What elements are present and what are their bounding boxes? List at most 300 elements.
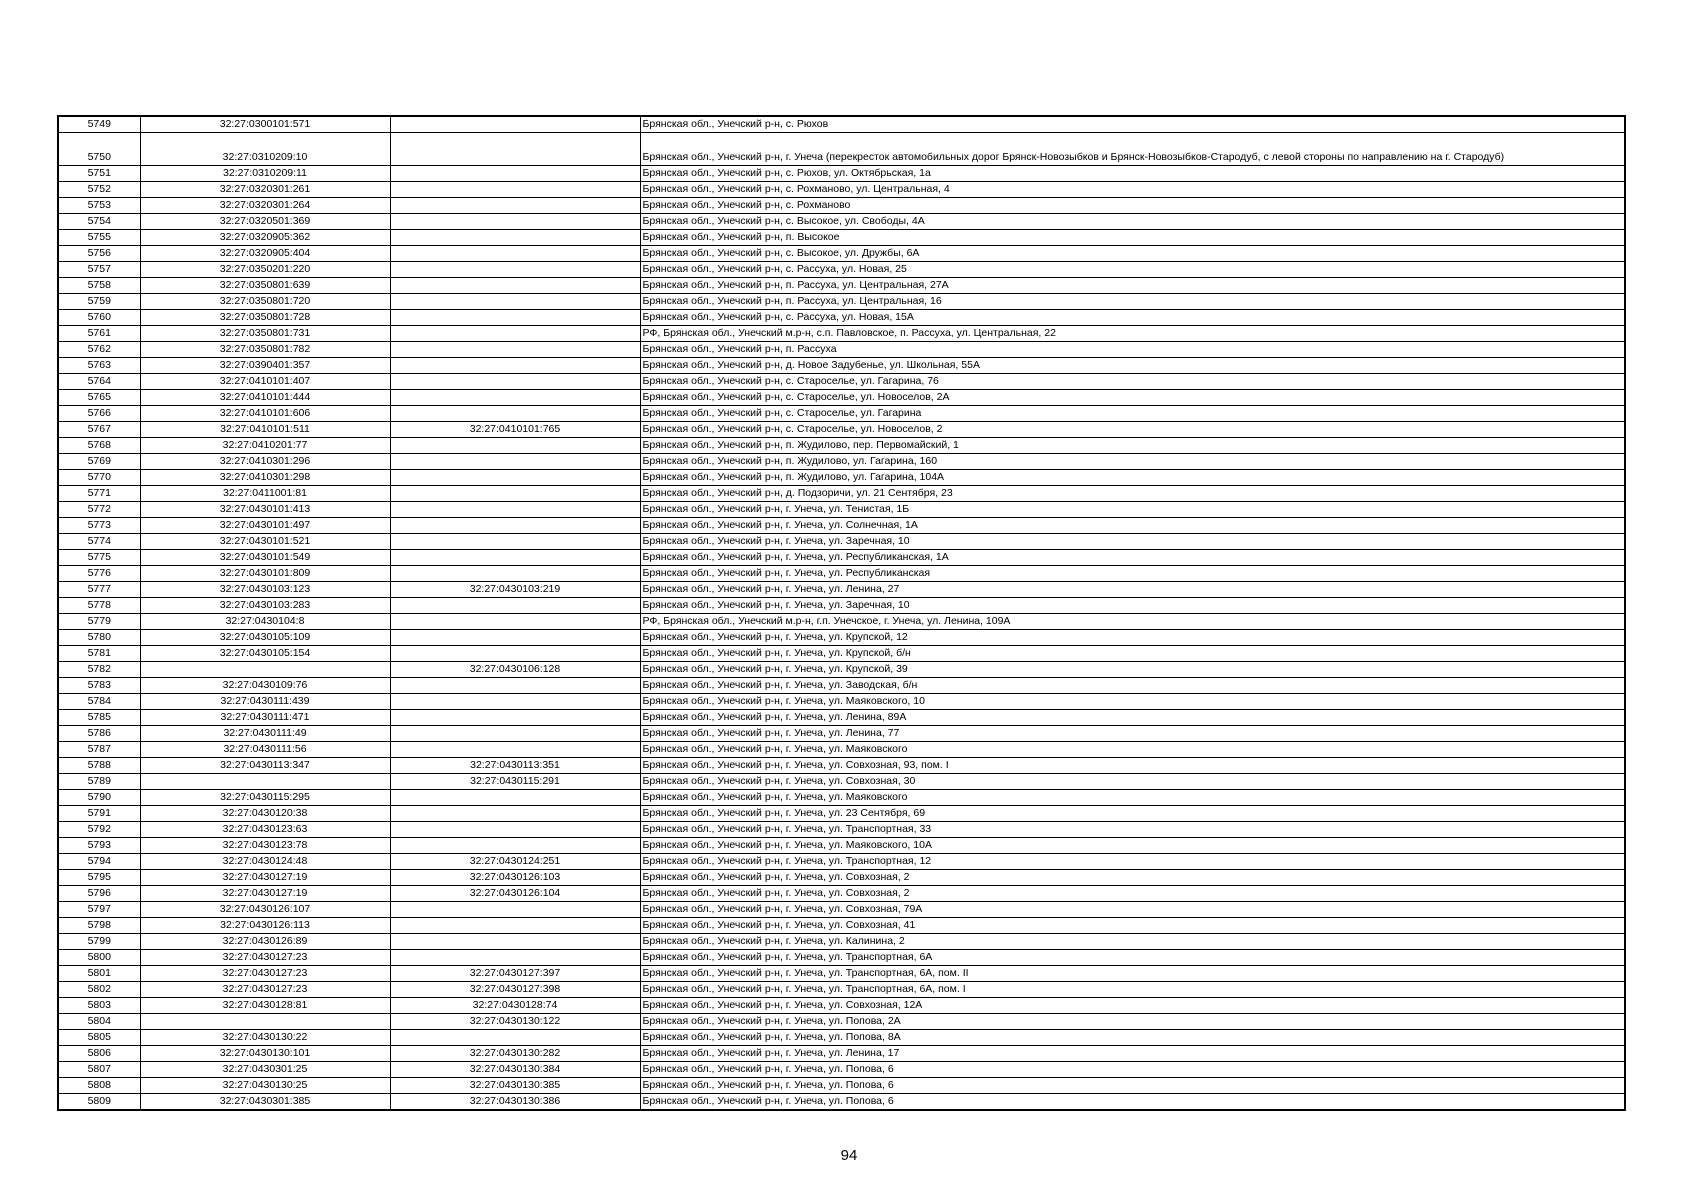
- related-cadastral-number-cell: [390, 822, 640, 838]
- table-row: [58, 1030, 1625, 1046]
- address-cell: Брянская обл., Унечский р-н, с. Староселье, ул. Гагарина: [640, 406, 1625, 422]
- cadastral-number-cell: 32:27:0430124:48: [140, 854, 390, 870]
- cadastral-number-cell: 32:27:0430126:89: [140, 934, 390, 950]
- cadastral-number-cell: 32:27:0430104:8: [140, 614, 390, 630]
- row-number-cell: 5764: [58, 374, 140, 390]
- table-row: [58, 358, 1625, 374]
- row-number-cell: 5803: [58, 998, 140, 1014]
- row-number-cell: 5804: [58, 1014, 140, 1030]
- cadastral-number-cell: 32:27:0410301:298: [140, 470, 390, 486]
- row-number-cell: 5780: [58, 630, 140, 646]
- cadastral-number-cell: 32:27:0430109:76: [140, 678, 390, 694]
- related-cadastral-number-cell: [390, 182, 640, 198]
- table-row: [58, 582, 1625, 598]
- table-row: [58, 742, 1625, 758]
- page-number: 94: [840, 1147, 858, 1164]
- related-cadastral-number-cell: [390, 406, 640, 422]
- row-number-cell: 5773: [58, 518, 140, 534]
- related-cadastral-number-cell: [390, 694, 640, 710]
- cadastral-number-cell: 32:27:0350801:782: [140, 342, 390, 358]
- address-cell: Брянская обл., Унечский р-н, г. Унеча, ул. Ленина, 27: [640, 582, 1625, 598]
- cadastral-number-cell: 32:27:0320301:264: [140, 198, 390, 214]
- address-cell: Брянская обл., Унечский р-н, г. Унеча, ул. Крупской, б/н: [640, 646, 1625, 662]
- table-row: [58, 726, 1625, 742]
- related-cadastral-number-cell: 32:27:0430126:104: [390, 886, 640, 902]
- related-cadastral-number-cell: 32:27:0430103:219: [390, 582, 640, 598]
- address-cell: Брянская обл., Унечский р-н, г. Унеча, ул. Ленина, 89А: [640, 710, 1625, 726]
- row-number-cell: 5759: [58, 294, 140, 310]
- address-cell: Брянская обл., Унечский р-н, г. Унеча, ул. Совхозная, 2: [640, 870, 1625, 886]
- row-number-cell: 5806: [58, 1046, 140, 1062]
- table-row: [58, 870, 1625, 886]
- related-cadastral-number-cell: 32:27:0430130:385: [390, 1078, 640, 1094]
- cadastral-number-cell: 32:27:0430127:23: [140, 950, 390, 966]
- row-number-cell: 5785: [58, 710, 140, 726]
- cadastral-number-cell: [140, 1014, 390, 1030]
- cadastral-number-cell: 32:27:0430130:22: [140, 1030, 390, 1046]
- cadastral-number-cell: 32:27:0430101:809: [140, 566, 390, 582]
- table-row: [58, 1078, 1625, 1094]
- related-cadastral-number-cell: 32:27:0430113:351: [390, 758, 640, 774]
- cadastral-number-cell: 32:27:0350801:639: [140, 278, 390, 294]
- cadastral-number-cell: [140, 662, 390, 678]
- cadastral-number-cell: 32:27:0430111:471: [140, 710, 390, 726]
- related-cadastral-number-cell: [390, 646, 640, 662]
- row-number-cell: 5752: [58, 182, 140, 198]
- cadastral-number-cell: 32:27:0350801:728: [140, 310, 390, 326]
- row-number-cell: 5800: [58, 950, 140, 966]
- cadastral-number-cell: 32:27:0430301:385: [140, 1094, 390, 1111]
- row-number-cell: 5750: [58, 133, 140, 166]
- cadastral-number-cell: 32:27:0430301:25: [140, 1062, 390, 1078]
- row-number-cell: 5787: [58, 742, 140, 758]
- row-number-cell: 5769: [58, 454, 140, 470]
- table-row: [58, 278, 1625, 294]
- row-number-cell: 5802: [58, 982, 140, 998]
- table-row: [58, 838, 1625, 854]
- cadastral-number-cell: 32:27:0430123:78: [140, 838, 390, 854]
- cadastral-number-cell: 32:27:0430115:295: [140, 790, 390, 806]
- table-row: [58, 230, 1625, 246]
- address-cell: Брянская обл., Унечский р-н, г. Унеча, ул. Республиканская: [640, 566, 1625, 582]
- address-cell: Брянская обл., Унечский р-н, г. Унеча, ул. Маяковского, 10А: [640, 838, 1625, 854]
- related-cadastral-number-cell: [390, 502, 640, 518]
- cadastral-number-cell: 32:27:0410201:77: [140, 438, 390, 454]
- table-row: [58, 598, 1625, 614]
- table-row: [58, 646, 1625, 662]
- table-row: [58, 133, 1625, 166]
- cadastral-number-cell: 32:27:0310209:11: [140, 166, 390, 182]
- related-cadastral-number-cell: [390, 310, 640, 326]
- cadastral-number-cell: 32:27:0430126:113: [140, 918, 390, 934]
- row-number-cell: 5767: [58, 422, 140, 438]
- related-cadastral-number-cell: [390, 246, 640, 262]
- address-cell: Брянская обл., Унечский р-н, г. Унеча, ул. Ленина, 77: [640, 726, 1625, 742]
- related-cadastral-number-cell: 32:27:0430126:103: [390, 870, 640, 886]
- table-row: [58, 774, 1625, 790]
- row-number-cell: 5797: [58, 902, 140, 918]
- related-cadastral-number-cell: [390, 678, 640, 694]
- related-cadastral-number-cell: [390, 116, 640, 133]
- address-cell: Брянская обл., Унечский р-н, г. Унеча, ул. Солнечная, 1А: [640, 518, 1625, 534]
- table-row: [58, 406, 1625, 422]
- table-row: [58, 822, 1625, 838]
- address-cell: Брянская обл., Унечский р-н, г. Унеча, ул. Калинина, 2: [640, 934, 1625, 950]
- related-cadastral-number-cell: [390, 566, 640, 582]
- cadastral-number-cell: 32:27:0350801:731: [140, 326, 390, 342]
- row-number-cell: 5760: [58, 310, 140, 326]
- cadastral-number-cell: 32:27:0430101:521: [140, 534, 390, 550]
- table-row: [58, 246, 1625, 262]
- row-number-cell: 5790: [58, 790, 140, 806]
- table-row: [58, 1046, 1625, 1062]
- cadastral-number-cell: [140, 774, 390, 790]
- table-row: [58, 902, 1625, 918]
- related-cadastral-number-cell: [390, 390, 640, 406]
- cadastral-number-cell: 32:27:0411001:81: [140, 486, 390, 502]
- related-cadastral-number-cell: [390, 598, 640, 614]
- cadastral-number-cell: 32:27:0320905:404: [140, 246, 390, 262]
- related-cadastral-number-cell: [390, 342, 640, 358]
- table-row: [58, 486, 1625, 502]
- related-cadastral-number-cell: [390, 918, 640, 934]
- row-number-cell: 5753: [58, 198, 140, 214]
- cadastral-number-cell: 32:27:0350801:720: [140, 294, 390, 310]
- table-row: [58, 454, 1625, 470]
- table-row: [58, 1094, 1625, 1111]
- cadastral-number-cell: 32:27:0430105:154: [140, 646, 390, 662]
- address-cell: Брянская обл., Унечский р-н, г. Унеча, ул. Заводская, б/н: [640, 678, 1625, 694]
- table-row: [58, 342, 1625, 358]
- table-row: [58, 374, 1625, 390]
- table-row: [58, 470, 1625, 486]
- row-number-cell: 5749: [58, 116, 140, 133]
- row-number-cell: 5791: [58, 806, 140, 822]
- related-cadastral-number-cell: 32:27:0430127:398: [390, 982, 640, 998]
- table-row: [58, 294, 1625, 310]
- cadastral-number-cell: 32:27:0430127:19: [140, 886, 390, 902]
- cadastral-number-cell: 32:27:0430101:413: [140, 502, 390, 518]
- address-cell: Брянская обл., Унечский р-н, с. Рюхов, ул. Октябрьская, 1а: [640, 166, 1625, 182]
- address-cell: Брянская обл., Унечский р-н, с. Высокое, ул. Свободы, 4А: [640, 214, 1625, 230]
- row-number-cell: 5765: [58, 390, 140, 406]
- table-row: [58, 630, 1625, 646]
- address-cell: Брянская обл., Унечский р-н, г. Унеча, ул. Транспортная, 33: [640, 822, 1625, 838]
- address-cell: Брянская обл., Унечский р-н, г. Унеча, ул. Заречная, 10: [640, 534, 1625, 550]
- related-cadastral-number-cell: [390, 838, 640, 854]
- row-number-cell: 5770: [58, 470, 140, 486]
- related-cadastral-number-cell: [390, 438, 640, 454]
- cadastral-number-cell: 32:27:0430111:49: [140, 726, 390, 742]
- address-cell: Брянская обл., Унечский р-н, с. Рохманово, ул. Центральная, 4: [640, 182, 1625, 198]
- table-row: [58, 550, 1625, 566]
- related-cadastral-number-cell: [390, 454, 640, 470]
- row-number-cell: 5755: [58, 230, 140, 246]
- table-row: [58, 502, 1625, 518]
- address-cell: Брянская обл., Унечский р-н, п. Жудилово, ул. Гагарина, 160: [640, 454, 1625, 470]
- related-cadastral-number-cell: [390, 262, 640, 278]
- address-cell: Брянская обл., Унечский р-н, г. Унеча, ул. Крупской, 12: [640, 630, 1625, 646]
- row-number-cell: 5805: [58, 1030, 140, 1046]
- address-cell: Брянская обл., Унечский р-н, г. Унеча, ул. Крупской, 39: [640, 662, 1625, 678]
- cadastral-number-cell: 32:27:0430111:439: [140, 694, 390, 710]
- table-row: [58, 998, 1625, 1014]
- address-cell: Брянская обл., Унечский р-н, г. Унеча, ул. Транспортная, 6А: [640, 950, 1625, 966]
- related-cadastral-number-cell: [390, 326, 640, 342]
- row-number-cell: 5794: [58, 854, 140, 870]
- row-number-cell: 5784: [58, 694, 140, 710]
- row-number-cell: 5809: [58, 1094, 140, 1111]
- table-row: [58, 310, 1625, 326]
- address-cell: Брянская обл., Унечский р-н, г. Унеча, ул. Совхозная, 41: [640, 918, 1625, 934]
- address-cell: Брянская обл., Унечский р-н, г. Унеча, ул. Совхозная, 79А: [640, 902, 1625, 918]
- row-number-cell: 5799: [58, 934, 140, 950]
- cadastral-number-cell: 32:27:0430127:19: [140, 870, 390, 886]
- cadastral-number-cell: 32:27:0320301:261: [140, 182, 390, 198]
- related-cadastral-number-cell: [390, 934, 640, 950]
- address-cell: Брянская обл., Унечский р-н, г. Унеча, ул. Транспортная, 12: [640, 854, 1625, 870]
- address-cell: Брянская обл., Унечский р-н, г. Унеча, ул. Попова, 6: [640, 1094, 1625, 1111]
- table-row: [58, 438, 1625, 454]
- related-cadastral-number-cell: 32:27:0410101:765: [390, 422, 640, 438]
- row-number-cell: 5751: [58, 166, 140, 182]
- row-number-cell: 5779: [58, 614, 140, 630]
- address-cell: Брянская обл., Унечский р-н, д. Подзоричи, ул. 21 Сентября, 23: [640, 486, 1625, 502]
- table-row: [58, 806, 1625, 822]
- address-cell: Брянская обл., Унечский р-н, г. Унеча (перекресток автомобильных дорог Брянск-Новозыбков и Брянск-Новозыбков-Стародуб, с левой стороны по направлению на г. Стародуб): [640, 133, 1625, 166]
- related-cadastral-number-cell: [390, 166, 640, 182]
- cadastral-number-cell: 32:27:0410101:511: [140, 422, 390, 438]
- cadastral-number-cell: 32:27:0320905:362: [140, 230, 390, 246]
- cadastral-number-cell: 32:27:0350201:220: [140, 262, 390, 278]
- table-row: [58, 214, 1625, 230]
- row-number-cell: 5789: [58, 774, 140, 790]
- related-cadastral-number-cell: 32:27:0430115:291: [390, 774, 640, 790]
- registry-table-body: [58, 116, 1625, 1110]
- address-cell: Брянская обл., Унечский р-н, г. Унеча, ул. Маяковского: [640, 742, 1625, 758]
- table-row: [58, 534, 1625, 550]
- cadastral-number-cell: 32:27:0430127:23: [140, 982, 390, 998]
- related-cadastral-number-cell: [390, 278, 640, 294]
- related-cadastral-number-cell: 32:27:0430127:397: [390, 966, 640, 982]
- row-number-cell: 5768: [58, 438, 140, 454]
- cadastral-number-cell: 32:27:0430111:56: [140, 742, 390, 758]
- cadastral-number-cell: 32:27:0430101:549: [140, 550, 390, 566]
- row-number-cell: 5776: [58, 566, 140, 582]
- related-cadastral-number-cell: [390, 902, 640, 918]
- cadastral-number-cell: 32:27:0410101:407: [140, 374, 390, 390]
- cadastral-number-cell: 32:27:0430103:283: [140, 598, 390, 614]
- address-cell: Брянская обл., Унечский р-н, г. Унеча, ул. Попова, 6: [640, 1078, 1625, 1094]
- table-row: [58, 758, 1625, 774]
- address-cell: Брянская обл., Унечский р-н, с. Рассуха, ул. Новая, 25: [640, 262, 1625, 278]
- address-cell: Брянская обл., Унечский р-н, д. Новое Задубенье, ул. Школьная, 55А: [640, 358, 1625, 374]
- address-cell: Брянская обл., Унечский р-н, г. Унеча, ул. Заречная, 10: [640, 598, 1625, 614]
- row-number-cell: 5783: [58, 678, 140, 694]
- table-row: [58, 614, 1625, 630]
- related-cadastral-number-cell: [390, 950, 640, 966]
- cadastral-number-cell: 32:27:0430103:123: [140, 582, 390, 598]
- address-cell: Брянская обл., Унечский р-н, с. Староселье, ул. Новоселов, 2: [640, 422, 1625, 438]
- cadastral-number-cell: 32:27:0430113:347: [140, 758, 390, 774]
- cadastral-number-cell: 32:27:0430128:81: [140, 998, 390, 1014]
- row-number-cell: 5796: [58, 886, 140, 902]
- related-cadastral-number-cell: [390, 742, 640, 758]
- table-row: [58, 422, 1625, 438]
- cadastral-number-cell: 32:27:0430130:25: [140, 1078, 390, 1094]
- table-row: [58, 790, 1625, 806]
- table-row: [58, 1014, 1625, 1030]
- row-number-cell: 5792: [58, 822, 140, 838]
- related-cadastral-number-cell: 32:27:0430124:251: [390, 854, 640, 870]
- cadastral-number-cell: 32:27:0300101:571: [140, 116, 390, 133]
- related-cadastral-number-cell: [390, 518, 640, 534]
- table-row: [58, 950, 1625, 966]
- address-cell: Брянская обл., Унечский р-н, г. Унеча, ул. Транспортная, 6А, пом. I: [640, 982, 1625, 998]
- address-cell: Брянская обл., Унечский р-н, г. Унеча, ул. Совхозная, 2: [640, 886, 1625, 902]
- related-cadastral-number-cell: [390, 534, 640, 550]
- cadastral-number-cell: 32:27:0410101:606: [140, 406, 390, 422]
- address-cell: Брянская обл., Унечский р-н, г. Унеча, ул. Совхозная, 93, пом. I: [640, 758, 1625, 774]
- address-cell: Брянская обл., Унечский р-н, п. Высокое: [640, 230, 1625, 246]
- table-row: [58, 678, 1625, 694]
- related-cadastral-number-cell: [390, 550, 640, 566]
- table-row: [58, 566, 1625, 582]
- row-number-cell: 5775: [58, 550, 140, 566]
- address-cell: Брянская обл., Унечский р-н, п. Жудилово, пер. Первомайский, 1: [640, 438, 1625, 454]
- address-cell: РФ, Брянская обл., Унечский м.р-н, с.п. Павловское, п. Рассуха, ул. Центральная, 22: [640, 326, 1625, 342]
- related-cadastral-number-cell: [390, 630, 640, 646]
- table-row: [58, 390, 1625, 406]
- related-cadastral-number-cell: 32:27:0430106:128: [390, 662, 640, 678]
- related-cadastral-number-cell: [390, 486, 640, 502]
- table-row: [58, 918, 1625, 934]
- row-number-cell: 5798: [58, 918, 140, 934]
- table-row: [58, 326, 1625, 342]
- related-cadastral-number-cell: [390, 710, 640, 726]
- cadastral-number-cell: 32:27:0430123:63: [140, 822, 390, 838]
- related-cadastral-number-cell: [390, 198, 640, 214]
- row-number-cell: 5774: [58, 534, 140, 550]
- address-cell: Брянская обл., Унечский р-н, г. Унеча, ул. Тенистая, 1Б: [640, 502, 1625, 518]
- related-cadastral-number-cell: [390, 214, 640, 230]
- table-row: [58, 1062, 1625, 1078]
- table-row: [58, 182, 1625, 198]
- row-number-cell: 5758: [58, 278, 140, 294]
- row-number-cell: 5756: [58, 246, 140, 262]
- row-number-cell: 5808: [58, 1078, 140, 1094]
- cadastral-number-cell: 32:27:0410101:444: [140, 390, 390, 406]
- address-cell: Брянская обл., Унечский р-н, г. Унеча, ул. Маяковского, 10: [640, 694, 1625, 710]
- row-number-cell: 5788: [58, 758, 140, 774]
- cadastral-number-cell: 32:27:0310209:10: [140, 133, 390, 166]
- row-number-cell: 5793: [58, 838, 140, 854]
- related-cadastral-number-cell: [390, 230, 640, 246]
- related-cadastral-number-cell: [390, 133, 640, 166]
- row-number-cell: 5766: [58, 406, 140, 422]
- row-number-cell: 5772: [58, 502, 140, 518]
- related-cadastral-number-cell: [390, 726, 640, 742]
- related-cadastral-number-cell: [390, 806, 640, 822]
- table-row: [58, 262, 1625, 278]
- row-number-cell: 5771: [58, 486, 140, 502]
- address-cell: Брянская обл., Унечский р-н, г. Унеча, ул. Совхозная, 12А: [640, 998, 1625, 1014]
- related-cadastral-number-cell: [390, 374, 640, 390]
- address-cell: Брянская обл., Унечский р-н, г. Унеча, ул. Маяковского: [640, 790, 1625, 806]
- address-cell: РФ, Брянская обл., Унечский м.р-н, г.п. Унечское, г. Унеча, ул. Ленина, 109А: [640, 614, 1625, 630]
- address-cell: Брянская обл., Унечский р-н, п. Рассуха, ул. Центральная, 16: [640, 294, 1625, 310]
- table-row: [58, 694, 1625, 710]
- address-cell: Брянская обл., Унечский р-н, г. Унеча, ул. Попова, 6: [640, 1062, 1625, 1078]
- address-cell: Брянская обл., Унечский р-н, г. Унеча, ул. Республиканская, 1А: [640, 550, 1625, 566]
- row-number-cell: 5801: [58, 966, 140, 982]
- row-number-cell: 5778: [58, 598, 140, 614]
- row-number-cell: 5762: [58, 342, 140, 358]
- related-cadastral-number-cell: 32:27:0430130:386: [390, 1094, 640, 1111]
- table-row: [58, 710, 1625, 726]
- table-row: [58, 198, 1625, 214]
- related-cadastral-number-cell: 32:27:0430130:122: [390, 1014, 640, 1030]
- table-row: [58, 966, 1625, 982]
- address-cell: Брянская обл., Унечский р-н, с. Рассуха, ул. Новая, 15А: [640, 310, 1625, 326]
- cadastral-number-cell: 32:27:0430127:23: [140, 966, 390, 982]
- related-cadastral-number-cell: [390, 470, 640, 486]
- cadastral-number-cell: 32:27:0430105:109: [140, 630, 390, 646]
- table-row: [58, 854, 1625, 870]
- address-cell: Брянская обл., Унечский р-н, г. Унеча, ул. Транспортная, 6А, пом. II: [640, 966, 1625, 982]
- address-cell: Брянская обл., Унечский р-н, п. Рассуха, ул. Центральная, 27А: [640, 278, 1625, 294]
- address-cell: Брянская обл., Унечский р-н, г. Унеча, ул. 23 Сентября, 69: [640, 806, 1625, 822]
- table-row: [58, 982, 1625, 998]
- related-cadastral-number-cell: [390, 294, 640, 310]
- row-number-cell: 5754: [58, 214, 140, 230]
- row-number-cell: 5761: [58, 326, 140, 342]
- row-number-cell: 5782: [58, 662, 140, 678]
- address-cell: Брянская обл., Унечский р-н, с. Рохманово: [640, 198, 1625, 214]
- table-row: [58, 166, 1625, 182]
- address-cell: Брянская обл., Унечский р-н, г. Унеча, ул. Попова, 2А: [640, 1014, 1625, 1030]
- cadastral-number-cell: 32:27:0320501:369: [140, 214, 390, 230]
- row-number-cell: 5781: [58, 646, 140, 662]
- cadastral-number-cell: 32:27:0430126:107: [140, 902, 390, 918]
- table-row: [58, 886, 1625, 902]
- table-row: [58, 116, 1625, 133]
- cadastral-number-cell: 32:27:0430130:101: [140, 1046, 390, 1062]
- address-cell: Брянская обл., Унечский р-н, с. Высокое, ул. Дружбы, 6А: [640, 246, 1625, 262]
- address-cell: Брянская обл., Унечский р-н, с. Староселье, ул. Гагарина, 76: [640, 374, 1625, 390]
- address-cell: Брянская обл., Унечский р-н, п. Рассуха: [640, 342, 1625, 358]
- table-row: [58, 662, 1625, 678]
- row-number-cell: 5786: [58, 726, 140, 742]
- address-cell: Брянская обл., Унечский р-н, г. Унеча, ул. Совхозная, 30: [640, 774, 1625, 790]
- related-cadastral-number-cell: [390, 358, 640, 374]
- related-cadastral-number-cell: 32:27:0430130:384: [390, 1062, 640, 1078]
- table-row: [58, 518, 1625, 534]
- row-number-cell: 5763: [58, 358, 140, 374]
- address-cell: Брянская обл., Унечский р-н, с. Староселье, ул. Новоселов, 2А: [640, 390, 1625, 406]
- related-cadastral-number-cell: 32:27:0430130:282: [390, 1046, 640, 1062]
- row-number-cell: 5777: [58, 582, 140, 598]
- registry-table: [57, 115, 1626, 1111]
- cadastral-number-cell: 32:27:0430101:497: [140, 518, 390, 534]
- row-number-cell: 5795: [58, 870, 140, 886]
- address-cell: Брянская обл., Унечский р-н, с. Рюхов: [640, 116, 1625, 133]
- related-cadastral-number-cell: [390, 614, 640, 630]
- related-cadastral-number-cell: [390, 1030, 640, 1046]
- table-row: [58, 934, 1625, 950]
- cadastral-number-cell: 32:27:0430120:38: [140, 806, 390, 822]
- row-number-cell: 5757: [58, 262, 140, 278]
